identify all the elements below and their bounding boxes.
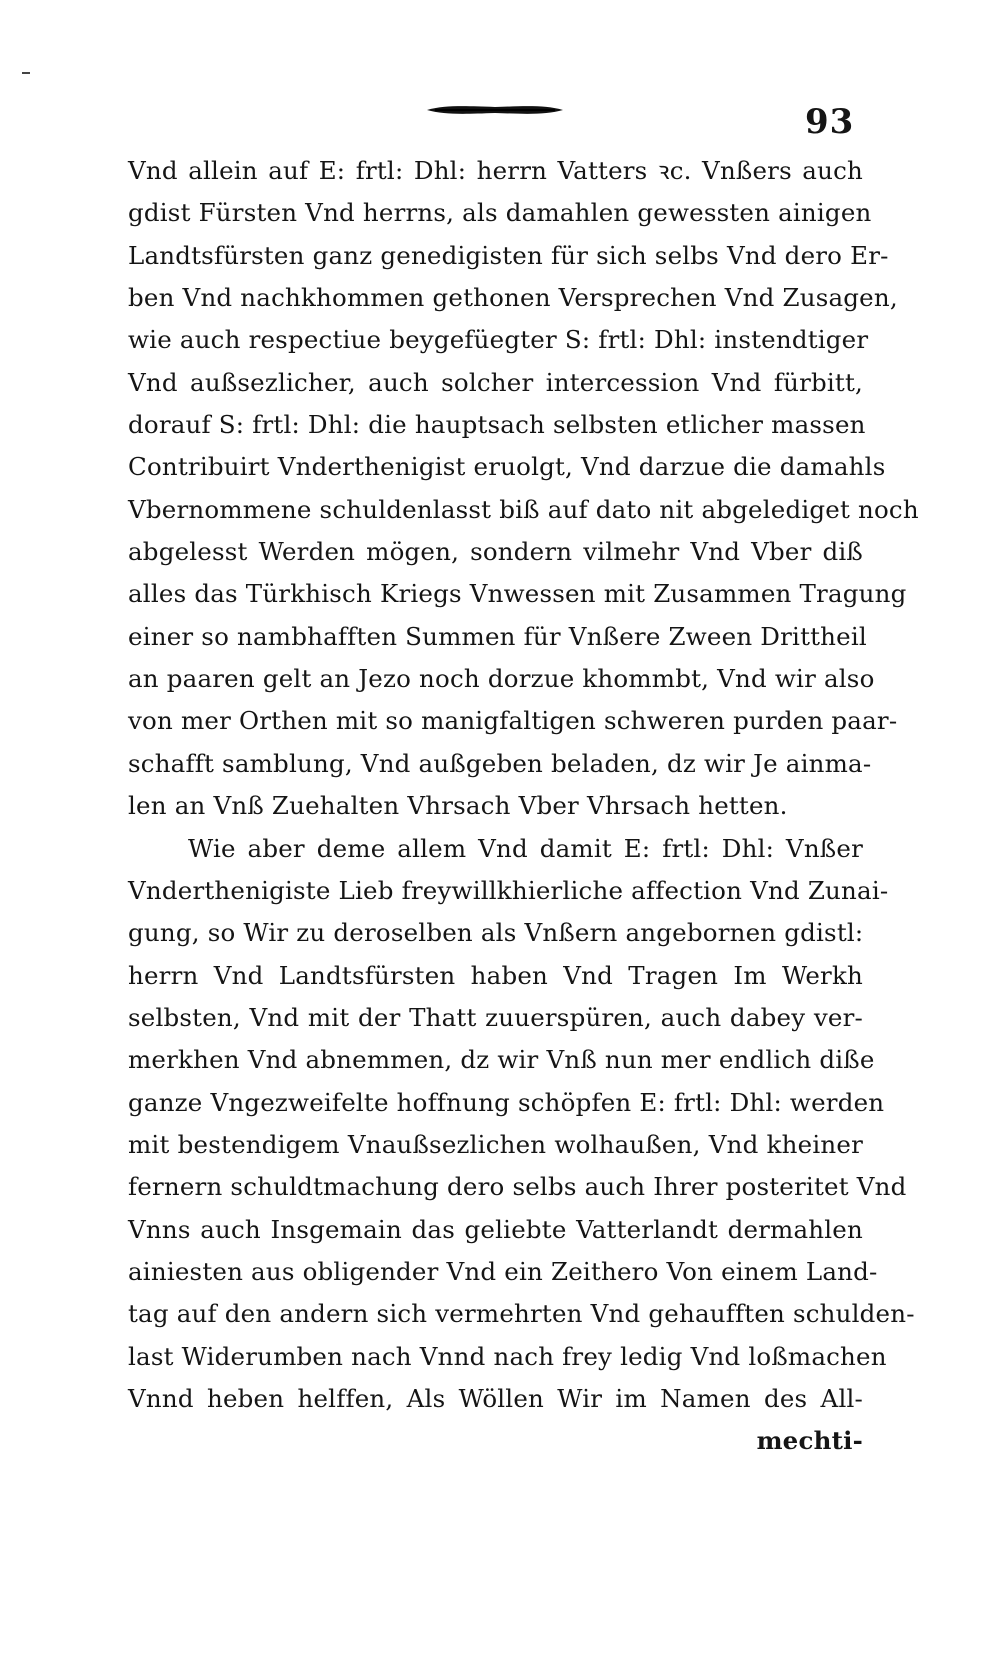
header-rule-ornament-icon [425, 104, 565, 116]
text-line: merkhen Vnd abnemmen, dz wir Vnß nun mer endlich diße [128, 1045, 875, 1075]
text-line: ainiesten aus obligender Vnd ein Zeithero Von einem Land- [128, 1256, 878, 1286]
text-line: herrn Vnd Landtsfürsten haben Vnd Tragen Im Werkh [128, 960, 863, 990]
text-line: gdist Fürsten Vnd herrns, als damahlen gewessten ainigen [128, 198, 872, 228]
text-line: Contribuirt Vnderthenigist eruolgt, Vnd darzue die damahls [128, 452, 886, 482]
text-line: von mer Orthen mit so manigfaltigen schweren purden paar- [128, 706, 898, 736]
catchword: mechti- [756, 1426, 863, 1456]
text-line: einer so nambhafften Summen für Vnßere Zween Drittheil [128, 621, 867, 651]
text-line: schafft samblung, Vnd außgeben beladen, dz wir Je ainma- [128, 748, 872, 778]
text-line: Vnnd heben helffen, Als Wöllen Wir im Namen des All- [128, 1383, 863, 1413]
text-line: tag auf den andern sich vermehrten Vnd gehaufften schulden- [128, 1299, 915, 1329]
body-text [128, 150, 919, 1463]
text-line: Landtsfürsten ganz genedigisten für sich selbs Vnd dero Er- [128, 240, 889, 270]
text-line: alles das Türkhisch Kriegs Vnwessen mit Zusammen Tragung [128, 579, 907, 609]
stray-ink-mark [22, 72, 30, 74]
text-line: Vnderthenigiste Lieb freywillkhierliche affection Vnd Zunai- [128, 875, 889, 905]
text-line: abgelesst Werden mögen, sondern vilmehr Vnd Vber diß [128, 537, 863, 567]
text-line: len an Vnß Zuehalten Vhrsach Vber Vhrsach hetten. [128, 791, 788, 821]
text-line: Wie aber deme allem Vnd damit E: frtl: Dhl: Vnßer [188, 833, 863, 863]
text-line: fernern schuldtmachung dero selbs auch Ihrer posteritet Vnd [128, 1172, 907, 1202]
text-line: Vnd außsezlicher, auch solcher intercession Vnd fürbitt, [128, 367, 863, 397]
text-line: Vbernommene schuldenlasst biß auf dato nit abgelediget noch [128, 494, 919, 524]
text-line: dorauf S: frtl: Dhl: die hauptsach selbsten etlicher massen [128, 410, 866, 440]
text-line: an paaren gelt an Jezo noch dorzue khommbt, Vnd wir also [128, 664, 875, 694]
page-number: 93 [805, 102, 855, 142]
text-line: mit bestendigem Vnaußsezlichen wolhaußen, Vnd kheiner [128, 1129, 863, 1159]
text-line: Vnd allein auf E: frtl: Dhl: herrn Vatters ꝛc. Vnßers auch [128, 156, 863, 185]
text-line: selbsten, Vnd mit der Thatt zuuerspüren, auch dabey ver- [128, 1002, 863, 1032]
text-line: ganze Vngezweifelte hoffnung schöpfen E: frtl: Dhl: werden [128, 1087, 885, 1117]
text-line: wie auch respectiue beygefüegter S: frtl: Dhl: instendtiger [128, 325, 869, 355]
text-line: gung, so Wir zu deroselben als Vnßern angebornen gdistl: [128, 918, 864, 948]
text-line: ben Vnd nachkhommen gethonen Versprechen Vnd Zusagen, [128, 283, 898, 313]
text-line: last Widerumben nach Vnnd nach frey ledig Vnd loßmachen [128, 1341, 887, 1371]
text-line: Vnns auch Insgemain das geliebte Vatterlandt dermahlen [128, 1214, 863, 1244]
